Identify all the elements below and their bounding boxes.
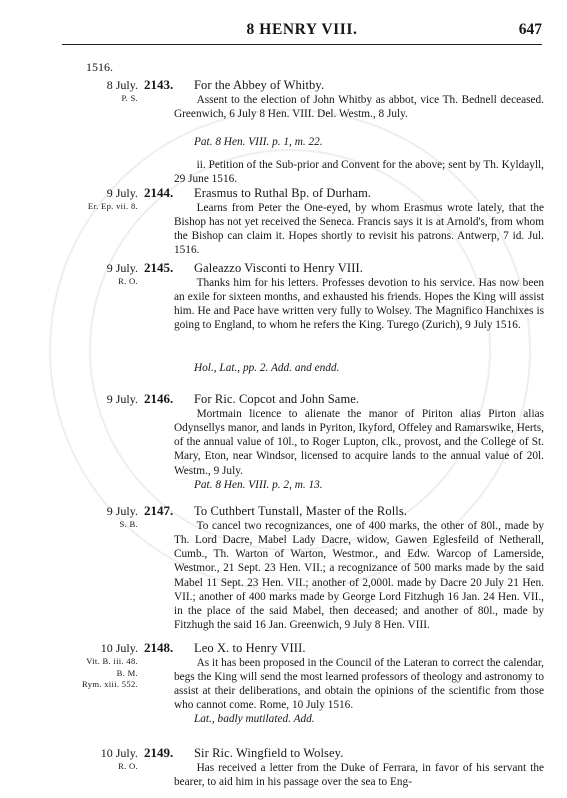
entry-date: 10 July. xyxy=(100,641,138,655)
entry-number: 2147. xyxy=(144,503,174,518)
page-header xyxy=(62,20,542,46)
entry-reference: Pat. 8 Hen. VIII. p. 2, m. 13. xyxy=(194,479,323,491)
entry-subitem: ii. Petition of the Sub-prior and Convent for the above; sent by Th. Kyldayll, 29 June 1516. xyxy=(174,159,544,186)
entry-body: Has received a letter from the Duke of Ferrara, in favor of his servant the bearer, to aid him in his passage over the sea to Eng- xyxy=(174,762,544,789)
entry-reference: Lat., badly mutilated. Add. xyxy=(194,713,315,725)
entry-number: 2144. xyxy=(144,185,174,200)
running-title: 8 HENRY VIII. xyxy=(246,21,358,38)
entry-date: 9 July. xyxy=(106,392,138,406)
entry-heading: Sir Ric. Wingfield to Wolsey. xyxy=(194,746,344,760)
entry-number: 2145. xyxy=(144,260,174,275)
entry-body: To cancel two recognizances, one of 400 marks, the other of 80l., made by Th. Lord Dacre, Mabel Lady Dacre, widow, Gawen Eglesfeild of Netherall, Cumb., Th. Warton of Warton, Westmor., and Edw. Warcop of Lamerside, Westmor., 21 Sept. 23 Hen. VII.; a recognizance of 500 marks made by the said Mabel 11 Sept. 23 Hen. VII.; another of 2,000l. made by Dacre 20 July 21 Hen. VII.; another of 400 marks made by George Lord Fitzhugh 16 Jan. 24 Hen. VII., in the place of the said Mabel, then deceased; and another of 80l., made by Fitzhugh the said 16 Jan. Greenwich, 9 July 8 Hen. VIII. xyxy=(174,520,544,632)
year-label: 1516. xyxy=(86,60,113,74)
entry-reference: Hol., Lat., pp. 2. Add. and endd. xyxy=(194,362,340,374)
entry-number: 2149. xyxy=(144,745,174,760)
entry-source: Er. Ep. vii. 8. xyxy=(87,201,138,211)
entry-source: R. O. xyxy=(118,276,138,286)
entry-heading: For the Abbey of Whitby. xyxy=(194,78,325,92)
entry-heading: Galeazzo Visconti to Henry VIII. xyxy=(194,261,363,275)
entry-number: 2143. xyxy=(144,77,174,92)
entry-body: Thanks him for his letters. Professes devotion to his service. Has now been an exile for sixteen months, and exhausted his friends. Hopes the King will assist him. He and Pace have written very fully to Wolsey. The Magnifico Hanchixes is going to England, to whom he refers the King. Turego (Zurich), 9 July 1516. xyxy=(174,277,544,332)
entry-reference: Pat. 8 Hen. VIII. p. 1, m. 22. xyxy=(194,136,323,148)
entry-source: P. S. xyxy=(121,93,138,103)
entry-source: Vit. B. iii. 48. B. M. Rym. xiii. 552. xyxy=(82,656,138,689)
header-rule xyxy=(62,44,542,45)
entry-date: 8 July. xyxy=(106,78,138,92)
entry-date: 9 July. xyxy=(106,504,138,518)
entry-body: Learns from Peter the One-eyed, by whom Erasmus wrote lately, that the Bishop has not yet received the Seneca. Francis says it is at Arnold's, from whom the Bishop can claim it. Hopes shortly to revisit his patrons. Antwerp, 7 id. Jul. 1516. xyxy=(174,202,544,257)
entry-heading: Erasmus to Ruthal Bp. of Durham. xyxy=(194,186,372,200)
entry-heading: To Cuthbert Tunstall, Master of the Rolls. xyxy=(194,504,408,518)
entry-body: Assent to the election of John Whitby as abbot, vice Th. Bednell deceased. Greenwich, 6 July 8 Hen. VIII. Del. Westm., 8 July. xyxy=(174,94,544,121)
entry-heading: For Ric. Copcot and John Same. xyxy=(194,392,360,406)
entry-body: Mortmain licence to alienate the manor of Piriton alias Pirton alias Odynsellys manor, and lands in Pyriton, Ikyford, Offeley and Ramarswike, Herts, of the annual value of 10l., to Roger Lupton, clk., provost, and the College of St. Mary, Eton, near Windsor, licensed to acquire lands to the annual value of 20l. Westm., 9 July. xyxy=(174,408,544,477)
page-number: 647 xyxy=(518,21,542,38)
entry-body: As it has been proposed in the Council of the Lateran to correct the calendar, begs the King will send the most learned professors of theology and astronomy to assist at their deliberations, and obtain the opinions of the scientific from those who cannot come. Rome, 10 July 1516. xyxy=(174,657,544,712)
entry-number: 2146. xyxy=(144,391,174,406)
entry-source: S. B. xyxy=(119,519,138,529)
entry-date: 9 July. xyxy=(106,261,138,275)
entry-source: R. O. xyxy=(118,761,138,771)
entry-number: 2148. xyxy=(144,640,174,655)
entry-date: 9 July. xyxy=(106,186,138,200)
entry-heading: Leo X. to Henry VIII. xyxy=(194,641,306,655)
entry-date: 10 July. xyxy=(100,746,138,760)
